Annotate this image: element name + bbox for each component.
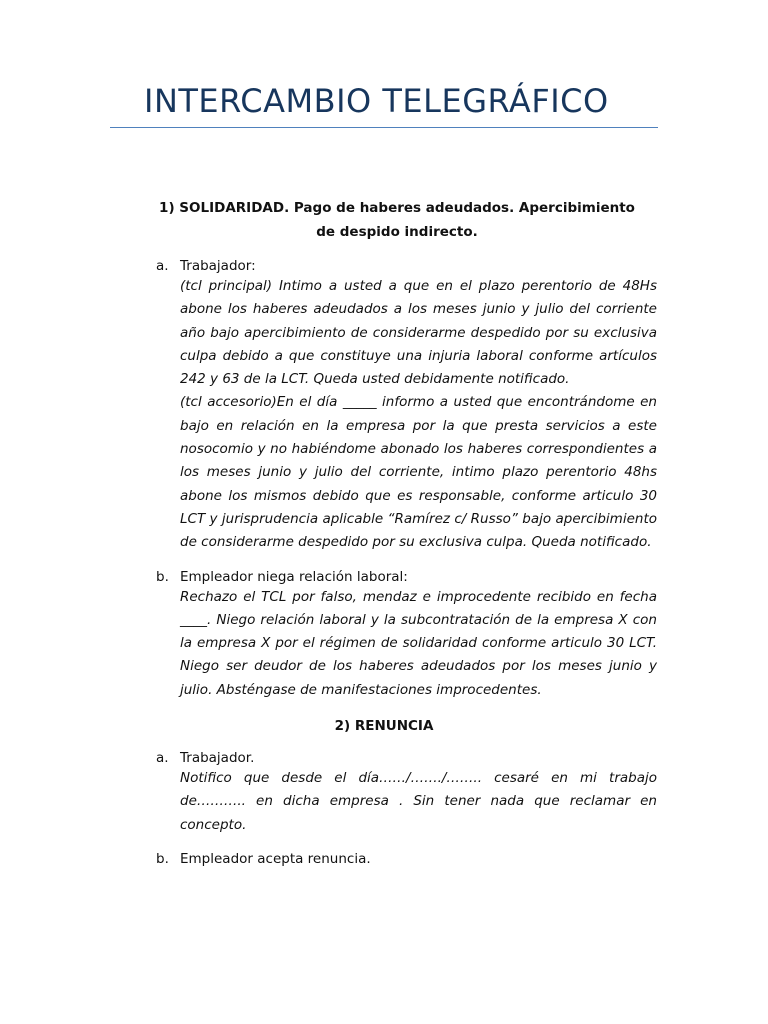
list-marker: a. [156, 258, 169, 274]
section-heading-renuncia: 2) RENUNCIA [334, 718, 434, 735]
list-item-empleador-acepta [156, 850, 657, 868]
title-underline [110, 127, 658, 128]
telegram-rechazo: Rechazo el TCL por falso, mendaz e improcedente recibido en fecha ____. Niego relación laboral y la subcontratación de la empresa X con la empresa X por el régimen de solidaridad conforme articulo 30 LCT. Niego ser deudor de los haberes adeudados por los meses junio y julio. Absténgase de manifestaciones improcedentes. [180, 588, 657, 698]
list-item-trabajador [156, 258, 657, 555]
item-label: Empleador acepta renuncia. [180, 850, 371, 867]
item-label: Trabajador: [180, 258, 256, 274]
telegram-principal: (tcl principal) Intimo a usted a que en el plazo perentorio de 48Hs abone los haberes adeudados a los meses junio y julio del corriente año bajo apercibimiento de considerarme despedido por su exclusiva culpa debido a que constituye una injuria laboral conforme artículos 242 y 63 de la LCT. Queda usted debidamente notificado. [180, 278, 657, 388]
document-title: INTERCAMBIO TELEGRÁFICO [144, 82, 609, 120]
list-marker: a. [156, 750, 169, 767]
list-item-trabajador-renuncia [156, 750, 657, 837]
section-solidaridad [0, 196, 768, 702]
section-renuncia [0, 714, 768, 868]
list-item-empleador [156, 568, 657, 702]
document-body [0, 196, 768, 868]
telegram-renuncia: Notifico que desde el día……/……./…….. cesaré en mi trabajo de……….. en dicha empresa . Sin tener nada que reclamar en concepto. [180, 770, 657, 833]
section-heading-line2: de despido indirecto. [316, 224, 478, 240]
list-marker: b. [156, 568, 169, 585]
section-heading-line1: 1) SOLIDARIDAD. Pago de haberes adeudados. Apercibimiento [159, 200, 635, 216]
section-heading-solidaridad [91, 196, 677, 244]
item-label: Empleador niega relación laboral: [180, 568, 408, 585]
telegram-accesorio: (tcl accesorio)En el día _____ informo a usted que encontrándome en bajo en relación en la empresa por la que presta servicios a este nosocomio y no habiéndome abonado los haberes correspondientes a los meses junio y julio del corriente, intimo plazo perentorio 48hs abone los mismos debido que es responsable, conforme articulo 30 LCT y jurisprudencia aplicable “Ramírez c/ Russo” bajo apercibimiento de considerarme despedido por su exclusiva culpa. Queda notificado. [180, 394, 657, 551]
list-marker: b. [156, 850, 169, 867]
item-label: Trabajador. [180, 750, 255, 767]
